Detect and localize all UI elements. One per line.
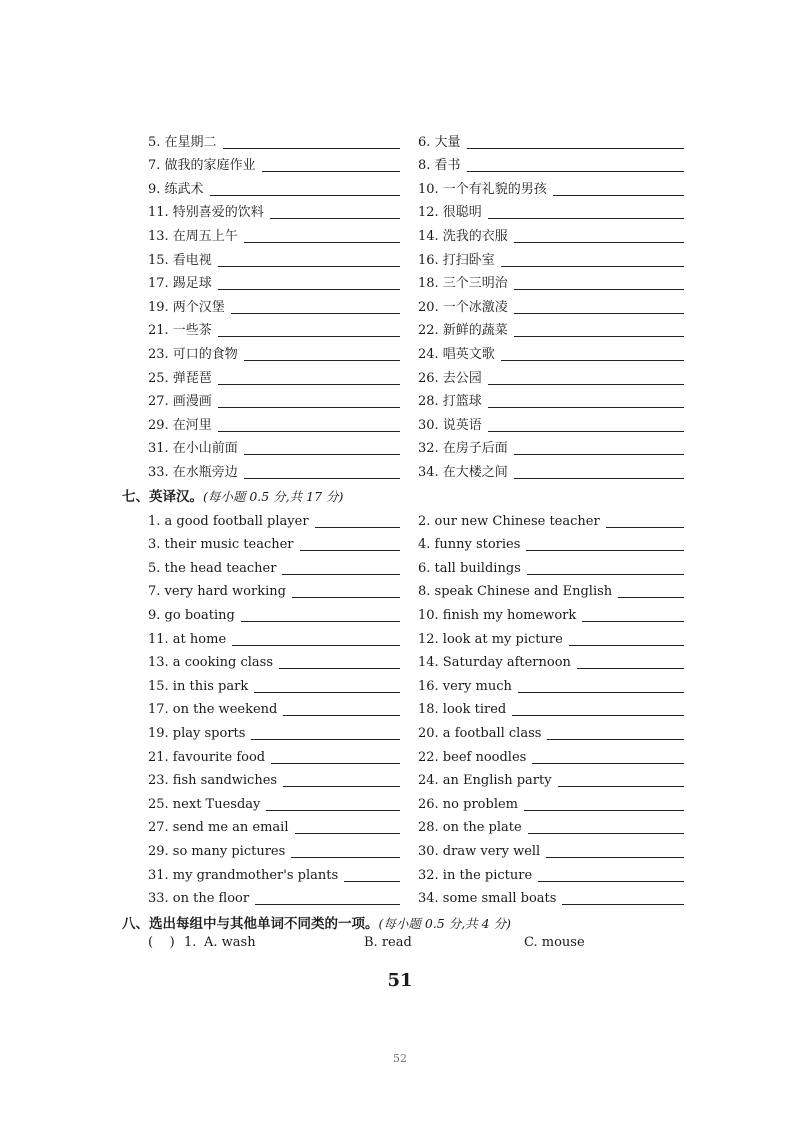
question-1: [148, 935, 618, 950]
exercise-prompt: 2. our new Chinese teacher: [418, 513, 600, 529]
exercise-item: [148, 152, 418, 176]
answer-blank[interactable]: [467, 147, 684, 149]
exercise-prompt: 14. Saturday afternoon: [418, 655, 571, 671]
exercise-prompt: 31. my grandmother's plants: [148, 867, 339, 883]
exercise-item: [148, 767, 418, 791]
answer-blank[interactable]: [562, 903, 684, 905]
answer-blank[interactable]: [244, 359, 400, 361]
exercise-item: [418, 554, 688, 578]
answer-blank[interactable]: [618, 596, 684, 598]
exercise-item: [148, 507, 418, 531]
exercise-prompt: 15. 看电视: [148, 252, 212, 268]
section-8-title: 八、选出每组中与其他单词不同类的一项。: [122, 916, 379, 932]
exercise-prompt: 26. 去公园: [418, 370, 482, 386]
exercise-prompt: 20. 一个冰激凌: [418, 299, 508, 315]
exercise-prompt: 10. finish my homework: [418, 607, 577, 623]
exercise-prompt: 22. 新鲜的蔬菜: [418, 323, 508, 339]
exercise-prompt: 22. beef noodles: [418, 749, 527, 765]
exercise-item: [418, 435, 688, 459]
exercise-item: [148, 199, 418, 223]
exercise-prompt: 13. 在周五上午: [148, 228, 238, 244]
exercise-item: [418, 578, 688, 602]
answer-blank[interactable]: [488, 217, 684, 219]
exercise-item: [418, 885, 688, 909]
option-c: C. mouse: [524, 935, 585, 950]
chinese-to-english-list: [148, 128, 688, 482]
exercise-prompt: 34. 在大楼之间: [418, 464, 508, 480]
exercise-prompt: 23. fish sandwiches: [148, 773, 278, 789]
answer-blank[interactable]: [218, 288, 400, 290]
answer-blank[interactable]: [526, 549, 684, 551]
answer-blank[interactable]: [527, 573, 684, 575]
exercise-item: [418, 317, 688, 341]
exercise-prompt: 32. in the picture: [418, 867, 533, 883]
exercise-item: [148, 175, 418, 199]
exercise-item: [418, 411, 688, 435]
exercise-prompt: 25. next Tuesday: [148, 796, 261, 812]
answer-blank[interactable]: [501, 359, 684, 361]
answer-blank[interactable]: [546, 856, 684, 858]
answer-blank[interactable]: [271, 762, 400, 764]
exercise-item: [148, 293, 418, 317]
exercise-prompt: 33. 在水瓶旁边: [148, 464, 238, 480]
exercise-prompt: 10. 一个有礼貌的男孩: [418, 181, 547, 197]
answer-blank[interactable]: [279, 667, 400, 669]
answer-blank[interactable]: [270, 217, 400, 219]
answer-blank[interactable]: [218, 406, 400, 408]
exercise-prompt: 21. 一些茶: [148, 323, 212, 339]
exercise-item: [418, 649, 688, 673]
option-b: B. read: [364, 935, 412, 950]
exercise-item: [418, 293, 688, 317]
section-8-note: (每小题 0.5 分,共 4 分): [378, 916, 511, 931]
answer-blank[interactable]: [244, 241, 400, 243]
answer-blank[interactable]: [512, 714, 684, 716]
answer-blank[interactable]: [514, 477, 684, 479]
exercise-item: [148, 625, 418, 649]
exercise-prompt: 1. a good football player: [148, 513, 309, 529]
exercise-prompt: 19. 两个汉堡: [148, 299, 225, 315]
exercise-item: [418, 246, 688, 270]
answer-blank[interactable]: [218, 430, 400, 432]
exercise-prompt: 28. on the plate: [418, 820, 522, 836]
answer-blank[interactable]: [582, 620, 684, 622]
exercise-item: [148, 578, 418, 602]
answer-blank[interactable]: [282, 573, 400, 575]
exercise-item: [148, 364, 418, 388]
answer-blank[interactable]: [231, 312, 400, 314]
exercise-item: [418, 152, 688, 176]
answer-blank[interactable]: [528, 832, 684, 834]
exercise-prompt: 18. look tired: [418, 702, 507, 718]
exercise-item: [418, 672, 688, 696]
answer-blank[interactable]: [518, 691, 684, 693]
exercise-prompt: 11. at home: [148, 631, 227, 647]
exercise-item: [148, 719, 418, 743]
answer-blank[interactable]: [488, 406, 684, 408]
paren-close: ): [169, 935, 175, 950]
exercise-item: [418, 222, 688, 246]
question-number: 1.: [184, 935, 197, 950]
exercise-prompt: 23. 可口的食物: [148, 346, 238, 362]
exercise-prompt: 5. the head teacher: [148, 560, 277, 576]
answer-blank[interactable]: [558, 785, 684, 787]
answer-blank[interactable]: [569, 644, 684, 646]
answer-blank[interactable]: [606, 526, 684, 528]
exercise-prompt: 16. 打扫卧室: [418, 252, 495, 268]
option-a: A. wash: [204, 935, 256, 950]
answer-blank[interactable]: [295, 832, 401, 834]
exercise-prompt: 19. play sports: [148, 725, 246, 741]
exercise-prompt: 32. 在房子后面: [418, 441, 508, 457]
exercise-item: [148, 317, 418, 341]
exercise-item: [418, 790, 688, 814]
footer-page-number: 52: [393, 1052, 407, 1065]
answer-blank[interactable]: [218, 383, 400, 385]
exercise-item: [418, 199, 688, 223]
exercise-prompt: 12. look at my picture: [418, 631, 563, 647]
exercise-item: [418, 837, 688, 861]
exercise-item: [148, 814, 418, 838]
answer-blank[interactable]: [218, 335, 400, 337]
exercise-item: [418, 128, 688, 152]
answer-blank[interactable]: [524, 809, 684, 811]
exercise-prompt: 30. draw very well: [418, 843, 541, 859]
exercise-item: [418, 388, 688, 412]
answer-blank[interactable]: [547, 738, 684, 740]
exercise-item: [148, 435, 418, 459]
exercise-item: [418, 696, 688, 720]
exercise-item: [418, 175, 688, 199]
exercise-item: [418, 364, 688, 388]
answer-blank[interactable]: [262, 170, 400, 172]
exercise-item: [418, 814, 688, 838]
exercise-prompt: 14. 洗我的衣服: [418, 228, 508, 244]
answer-blank[interactable]: [266, 809, 400, 811]
exercise-prompt: 27. 画漫画: [148, 394, 212, 410]
answer-blank[interactable]: [514, 288, 684, 290]
answer-blank[interactable]: [255, 903, 400, 905]
exercise-prompt: 4. funny stories: [418, 537, 521, 553]
exercise-item: [418, 719, 688, 743]
exercise-item: [418, 458, 688, 482]
exercise-item: [418, 531, 688, 555]
section-7-note: (每小题 0.5 分,共 17 分): [203, 489, 344, 504]
exercise-item: [148, 837, 418, 861]
section-7-heading: [122, 485, 343, 505]
exercise-prompt: 26. no problem: [418, 796, 519, 812]
answer-blank[interactable]: [514, 453, 684, 455]
exercise-item: [148, 222, 418, 246]
exercise-item: [148, 458, 418, 482]
exercise-prompt: 13. a cooking class: [148, 655, 274, 671]
exercise-prompt: 16. very much: [418, 678, 512, 694]
exercise-prompt: 25. 弹琵琶: [148, 370, 212, 386]
exercise-item: [148, 128, 418, 152]
exercise-item: [148, 411, 418, 435]
exercise-item: [148, 790, 418, 814]
exercise-item: [418, 601, 688, 625]
answer-blank[interactable]: [251, 738, 400, 740]
exercise-prompt: 21. favourite food: [148, 749, 266, 765]
exercise-item: [148, 554, 418, 578]
answer-blank[interactable]: [344, 880, 400, 882]
exercise-prompt: 6. tall buildings: [418, 560, 521, 576]
exercise-item: [418, 767, 688, 791]
exercise-prompt: 20. a football class: [418, 725, 542, 741]
exercise-item: [148, 270, 418, 294]
exercise-item: [148, 531, 418, 555]
answer-blank[interactable]: [218, 265, 400, 267]
exercise-prompt: 8. 看书: [418, 158, 461, 174]
english-to-chinese-list: [148, 507, 688, 908]
exercise-item: [418, 270, 688, 294]
paren-open: (: [148, 935, 154, 950]
exercise-prompt: 8. speak Chinese and English: [418, 584, 613, 600]
answer-blank[interactable]: [283, 714, 400, 716]
exercise-item: [148, 340, 418, 364]
exercise-prompt: 12. 很聪明: [418, 205, 482, 221]
exercise-item: [148, 696, 418, 720]
exercise-prompt: 6. 大量: [418, 134, 461, 150]
answer-blank[interactable]: [315, 526, 400, 528]
answer-blank[interactable]: [241, 620, 400, 622]
exercise-prompt: 28. 打篮球: [418, 394, 482, 410]
exercise-prompt: 9. go boating: [148, 607, 235, 623]
answer-blank[interactable]: [514, 335, 684, 337]
exercise-prompt: 11. 特别喜爱的饮料: [148, 205, 264, 221]
exercise-item: [418, 507, 688, 531]
exercise-prompt: 24. 唱英文歌: [418, 346, 495, 362]
exercise-prompt: 9. 练武术: [148, 181, 204, 197]
exercise-item: [148, 246, 418, 270]
answer-blank[interactable]: [538, 880, 684, 882]
answer-blank[interactable]: [291, 856, 400, 858]
exercise-prompt: 15. in this park: [148, 678, 249, 694]
answer-blank[interactable]: [488, 383, 684, 385]
answer-blank[interactable]: [488, 430, 684, 432]
exercise-item: [148, 743, 418, 767]
answer-blank[interactable]: [467, 170, 684, 172]
section-7-title: 七、英译汉。: [122, 489, 203, 505]
exercise-item: [148, 601, 418, 625]
answer-blank[interactable]: [553, 194, 684, 196]
answer-blank[interactable]: [232, 644, 400, 646]
page-number: 51: [387, 970, 413, 991]
answer-blank[interactable]: [514, 241, 684, 243]
exercise-item: [148, 649, 418, 673]
answer-blank[interactable]: [532, 762, 684, 764]
exercise-prompt: 31. 在小山前面: [148, 441, 238, 457]
exercise-prompt: 17. 踢足球: [148, 276, 212, 292]
exercise-prompt: 30. 说英语: [418, 417, 482, 433]
exercise-prompt: 7. very hard working: [148, 584, 286, 600]
exercise-item: [148, 672, 418, 696]
answer-blank[interactable]: [501, 265, 684, 267]
exercise-prompt: 33. on the floor: [148, 891, 250, 907]
exercise-item: [148, 861, 418, 885]
exercise-prompt: 3. their music teacher: [148, 537, 294, 553]
answer-blank[interactable]: [210, 194, 400, 196]
exercise-prompt: 24. an English party: [418, 773, 552, 789]
answer-blank[interactable]: [300, 549, 400, 551]
answer-blank[interactable]: [283, 785, 400, 787]
exercise-prompt: 29. so many pictures: [148, 843, 286, 859]
exercise-item: [148, 388, 418, 412]
answer-blank[interactable]: [244, 477, 400, 479]
exercise-prompt: 5. 在星期二: [148, 134, 217, 150]
answer-paren[interactable]: [148, 935, 184, 950]
answer-blank[interactable]: [223, 147, 400, 149]
exercise-prompt: 18. 三个三明治: [418, 276, 508, 292]
exercise-prompt: 17. on the weekend: [148, 702, 278, 718]
exercise-prompt: 29. 在河里: [148, 417, 212, 433]
answer-blank[interactable]: [292, 596, 400, 598]
answer-blank[interactable]: [254, 691, 400, 693]
answer-blank[interactable]: [514, 312, 684, 314]
exercise-item: [418, 743, 688, 767]
exercise-item: [418, 340, 688, 364]
answer-blank[interactable]: [244, 453, 400, 455]
answer-blank[interactable]: [577, 667, 684, 669]
exercise-prompt: 34. some small boats: [418, 891, 557, 907]
exercise-prompt: 27. send me an email: [148, 820, 289, 836]
exercise-item: [418, 861, 688, 885]
exercise-prompt: 7. 做我的家庭作业: [148, 158, 256, 174]
section-8-heading: [122, 912, 511, 932]
exercise-item: [148, 885, 418, 909]
exercise-item: [418, 625, 688, 649]
